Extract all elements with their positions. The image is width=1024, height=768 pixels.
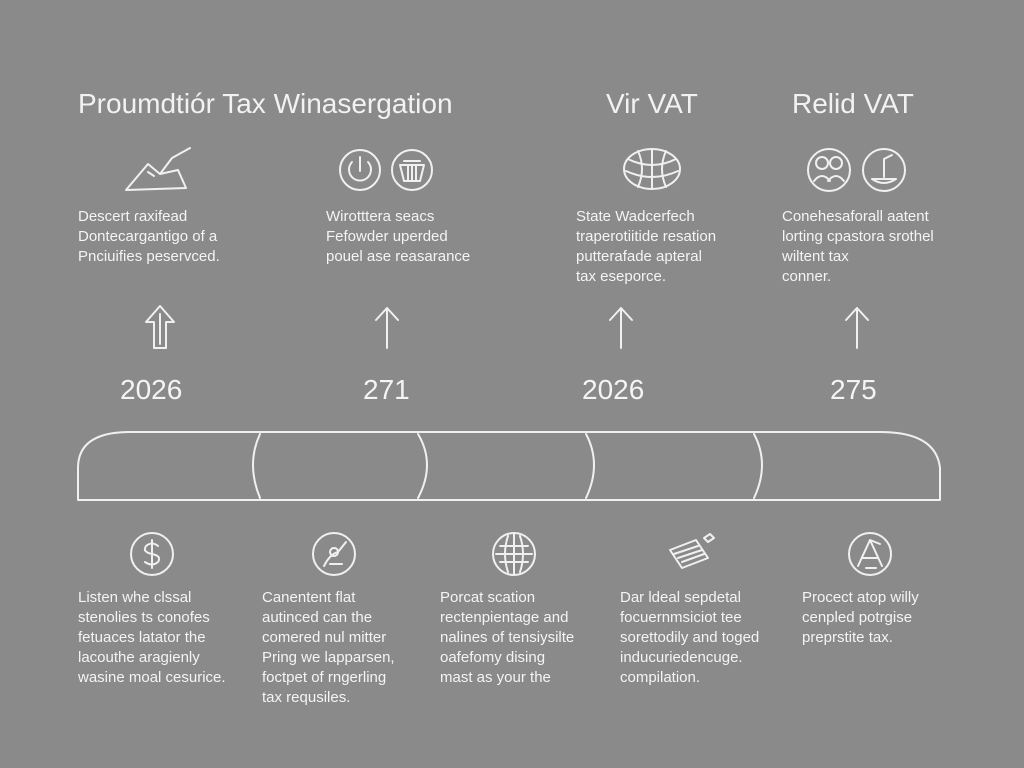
arrow-up-icon-4: [842, 304, 872, 352]
bottom-desc-1: Listen whe clssal stenolies ts conofes fetuaces latator the lacouthe aragienly wasine moal cesurice.: [78, 589, 226, 686]
mountain-icon: [120, 142, 200, 202]
year-2: 271: [363, 374, 410, 405]
title-middle: Vir VAT: [606, 88, 698, 119]
arrow-up-icon-1: [142, 304, 178, 352]
top-desc-3: State Wadcerfech traperotiitide resation putterafade apteral tax eseporce.: [576, 208, 717, 285]
year-3: 2026: [582, 374, 645, 405]
title-right: Relid VAT: [792, 88, 914, 119]
bottom-desc-2: Canentent flat autinced can the comered nul mitter Pring we lapparsen, foctpet of rngerling tax requsiles.: [262, 589, 395, 706]
title-left: Proumdtiór Tax Winasergation: [78, 88, 453, 119]
people-lamp-icon: [804, 145, 914, 195]
top-desc-1: Descert ɾaxifead Dontecargantigo of a Pnciuifies peservced.: [78, 208, 220, 265]
year-4: 275: [830, 374, 877, 405]
globe-icon: [620, 145, 690, 195]
top-desc-4: Conehesaforall aatent lorting cpastora srothel wiltent tax conner.: [782, 208, 934, 285]
arrow-up-icon-2: [372, 304, 402, 352]
power-basket-icon: [338, 145, 438, 195]
bottom-desc-5: Procect atop willy cenpled potrgise preprstite tax.: [802, 589, 919, 646]
bottom-desc-4: Dar ldeal sepdetal focuernmsiciot tee sorettodily and toged inducuriedencuge. compilation.: [620, 589, 760, 686]
person-pen-icon: [310, 530, 358, 578]
document-box-icon: [664, 528, 720, 576]
grid-globe-icon: [490, 530, 538, 578]
year-1: 2026: [120, 374, 183, 405]
dollar-coin-icon: [128, 530, 176, 578]
bottom-desc-3: Porcat scation rectenpientage and nalines of tensiysilte oafefomy dising mast as your the: [440, 589, 575, 686]
timeline-bar: [70, 420, 960, 510]
top-desc-2: Wirotttera seacs Fefowder uperded pouel ase reasarance: [326, 208, 471, 265]
scale-hand-icon: [846, 530, 894, 578]
arrow-up-icon-3: [606, 304, 636, 352]
